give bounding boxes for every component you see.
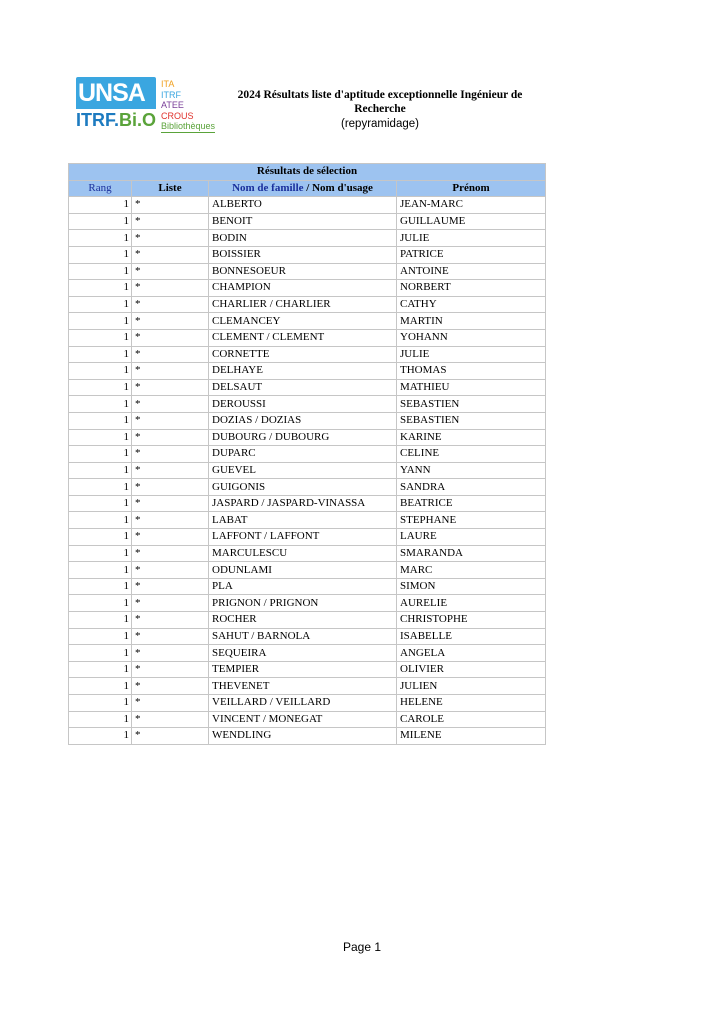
- prenom-cell: SIMON: [397, 578, 546, 595]
- rang-cell: 1: [69, 396, 132, 413]
- results-table: [68, 163, 546, 745]
- prenom-cell: LAURE: [397, 529, 546, 546]
- prenom-cell: SANDRA: [397, 479, 546, 496]
- table-row: [69, 628, 546, 645]
- table-row: [69, 512, 546, 529]
- nom-cell: BENOIT: [209, 213, 397, 230]
- nom-cell: ROCHER: [209, 612, 397, 629]
- prenom-cell: BEATRICE: [397, 495, 546, 512]
- nom-cell: CLEMENT / CLEMENT: [209, 329, 397, 346]
- table-row: [69, 578, 546, 595]
- unsa-itrf-bio-logo: [76, 77, 226, 135]
- table-row: [69, 346, 546, 363]
- rang-cell: 1: [69, 429, 132, 446]
- table-row: [69, 562, 546, 579]
- logo-section-item: Bibliothèques: [161, 121, 216, 131]
- table-row: [69, 429, 546, 446]
- rang-cell: 1: [69, 529, 132, 546]
- rang-cell: 1: [69, 462, 132, 479]
- nom-cell: DUPARC: [209, 446, 397, 463]
- liste-cell: *: [132, 578, 209, 595]
- prenom-cell: PATRICE: [397, 246, 546, 263]
- prenom-cell: SEBASTIEN: [397, 396, 546, 413]
- liste-cell: *: [132, 512, 209, 529]
- logo-badge: [76, 77, 156, 131]
- prenom-cell: MILENE: [397, 728, 546, 745]
- nom-cell: PRIGNON / PRIGNON: [209, 595, 397, 612]
- table-row: [69, 263, 546, 280]
- page-number: Page 1: [342, 940, 382, 954]
- nom-cell: CHARLIER / CHARLIER: [209, 296, 397, 313]
- table-row: [69, 230, 546, 247]
- table-row: [69, 529, 546, 546]
- table-row: [69, 612, 546, 629]
- document-subtitle: (repyramidage): [341, 118, 419, 130]
- prenom-cell: SMARANDA: [397, 545, 546, 562]
- rang-cell: 1: [69, 645, 132, 662]
- prenom-cell: MARTIN: [397, 313, 546, 330]
- liste-cell: *: [132, 213, 209, 230]
- nom-cell: DELSAUT: [209, 379, 397, 396]
- prenom-cell: ANGELA: [397, 645, 546, 662]
- rang-cell: 1: [69, 678, 132, 695]
- nom-cell: DEROUSSI: [209, 396, 397, 413]
- prenom-cell: JEAN-MARC: [397, 197, 546, 214]
- table-row: [69, 313, 546, 330]
- rang-cell: 1: [69, 612, 132, 629]
- table-row: [69, 678, 546, 695]
- liste-cell: *: [132, 446, 209, 463]
- rang-cell: 1: [69, 313, 132, 330]
- rang-cell: 1: [69, 479, 132, 496]
- liste-cell: *: [132, 628, 209, 645]
- liste-cell: *: [132, 612, 209, 629]
- logo-brand-top: UNSA: [78, 79, 145, 107]
- nom-cell: BODIN: [209, 230, 397, 247]
- rang-cell: 1: [69, 545, 132, 562]
- table-row: [69, 661, 546, 678]
- logo-brand-bottom: ITRF.Bi.O: [76, 110, 157, 130]
- liste-cell: *: [132, 396, 209, 413]
- nom-cell: SEQUEIRA: [209, 645, 397, 662]
- rang-cell: 1: [69, 661, 132, 678]
- prenom-cell: GUILLAUME: [397, 213, 546, 230]
- nom-cell: LABAT: [209, 512, 397, 529]
- rang-cell: 1: [69, 495, 132, 512]
- nom-cell: BONNESOEUR: [209, 263, 397, 280]
- prenom-cell: KARINE: [397, 429, 546, 446]
- prenom-cell: NORBERT: [397, 280, 546, 297]
- prenom-cell: STEPHANE: [397, 512, 546, 529]
- prenom-cell: SEBASTIEN: [397, 412, 546, 429]
- liste-cell: *: [132, 379, 209, 396]
- rang-cell: 1: [69, 695, 132, 712]
- logo-sections-list: [161, 79, 215, 133]
- liste-cell: *: [132, 429, 209, 446]
- liste-cell: *: [132, 296, 209, 313]
- liste-cell: *: [132, 529, 209, 546]
- nom-cell: VINCENT / MONEGAT: [209, 711, 397, 728]
- liste-cell: *: [132, 346, 209, 363]
- nom-cell: PLA: [209, 578, 397, 595]
- prenom-cell: CATHY: [397, 296, 546, 313]
- column-header-rang: Rang: [69, 180, 132, 197]
- rang-cell: 1: [69, 213, 132, 230]
- column-header-nom: [209, 180, 397, 197]
- table-row: [69, 379, 546, 396]
- liste-cell: *: [132, 313, 209, 330]
- nom-cell: MARCULESCU: [209, 545, 397, 562]
- liste-cell: *: [132, 645, 209, 662]
- rang-cell: 1: [69, 595, 132, 612]
- prenom-cell: AURELIE: [397, 595, 546, 612]
- column-header-nom-famille: Nom de famille: [232, 181, 304, 194]
- table-row: [69, 363, 546, 380]
- liste-cell: *: [132, 263, 209, 280]
- liste-cell: *: [132, 595, 209, 612]
- nom-cell: ALBERTO: [209, 197, 397, 214]
- table-row: [69, 446, 546, 463]
- prenom-cell: OLIVIER: [397, 661, 546, 678]
- liste-cell: *: [132, 711, 209, 728]
- nom-cell: BOISSIER: [209, 246, 397, 263]
- section-title: Résultats de sélection: [69, 164, 546, 181]
- prenom-cell: HELENE: [397, 695, 546, 712]
- rang-cell: 1: [69, 363, 132, 380]
- rang-cell: 1: [69, 246, 132, 263]
- liste-cell: *: [132, 363, 209, 380]
- nom-cell: JASPARD / JASPARD-VINASSA: [209, 495, 397, 512]
- table-row: [69, 296, 546, 313]
- prenom-cell: MARC: [397, 562, 546, 579]
- column-header-prenom: Prénom: [397, 180, 546, 197]
- nom-cell: GUIGONIS: [209, 479, 397, 496]
- liste-cell: *: [132, 728, 209, 745]
- liste-cell: *: [132, 230, 209, 247]
- rang-cell: 1: [69, 329, 132, 346]
- table-row: [69, 280, 546, 297]
- table-row: [69, 479, 546, 496]
- nom-cell: LAFFONT / LAFFONT: [209, 529, 397, 546]
- liste-cell: *: [132, 479, 209, 496]
- table-row: [69, 645, 546, 662]
- liste-cell: *: [132, 661, 209, 678]
- nom-cell: SAHUT / BARNOLA: [209, 628, 397, 645]
- prenom-cell: CELINE: [397, 446, 546, 463]
- document-header: [220, 88, 540, 132]
- prenom-cell: JULIEN: [397, 678, 546, 695]
- rang-cell: 1: [69, 197, 132, 214]
- liste-cell: *: [132, 678, 209, 695]
- liste-cell: *: [132, 495, 209, 512]
- liste-cell: *: [132, 280, 209, 297]
- rang-cell: 1: [69, 346, 132, 363]
- liste-cell: *: [132, 412, 209, 429]
- table-row: [69, 197, 546, 214]
- nom-cell: VEILLARD / VEILLARD: [209, 695, 397, 712]
- rang-cell: 1: [69, 512, 132, 529]
- table-row: [69, 329, 546, 346]
- nom-cell: DUBOURG / DUBOURG: [209, 429, 397, 446]
- logo-section-item: ATEE: [161, 100, 184, 110]
- nom-cell: GUEVEL: [209, 462, 397, 479]
- column-header-nom-usage: / Nom d'usage: [303, 181, 373, 194]
- nom-cell: CORNETTE: [209, 346, 397, 363]
- liste-cell: *: [132, 695, 209, 712]
- nom-cell: THEVENET: [209, 678, 397, 695]
- nom-cell: TEMPIER: [209, 661, 397, 678]
- prenom-cell: CAROLE: [397, 711, 546, 728]
- nom-cell: WENDLING: [209, 728, 397, 745]
- nom-cell: DOZIAS / DOZIAS: [209, 412, 397, 429]
- rang-cell: 1: [69, 562, 132, 579]
- table-row: [69, 213, 546, 230]
- prenom-cell: YOHANN: [397, 329, 546, 346]
- rang-cell: 1: [69, 628, 132, 645]
- table-row: [69, 695, 546, 712]
- prenom-cell: JULIE: [397, 346, 546, 363]
- table-row: [69, 711, 546, 728]
- logo-section-item: ITRF: [161, 89, 181, 100]
- nom-cell: CHAMPION: [209, 280, 397, 297]
- column-header-liste: Liste: [132, 180, 209, 197]
- table-row: [69, 545, 546, 562]
- liste-cell: *: [132, 246, 209, 263]
- table-row: [69, 246, 546, 263]
- rang-cell: 1: [69, 263, 132, 280]
- table-row: [69, 396, 546, 413]
- prenom-cell: ANTOINE: [397, 263, 546, 280]
- nom-cell: CLEMANCEY: [209, 313, 397, 330]
- rang-cell: 1: [69, 578, 132, 595]
- logo-section-item: CROUS: [161, 110, 194, 121]
- table-row: [69, 462, 546, 479]
- liste-cell: *: [132, 545, 209, 562]
- rang-cell: 1: [69, 296, 132, 313]
- liste-cell: *: [132, 197, 209, 214]
- rang-cell: 1: [69, 711, 132, 728]
- prenom-cell: THOMAS: [397, 363, 546, 380]
- nom-cell: ODUNLAMI: [209, 562, 397, 579]
- table-row: [69, 728, 546, 745]
- table-row: [69, 412, 546, 429]
- liste-cell: *: [132, 562, 209, 579]
- prenom-cell: JULIE: [397, 230, 546, 247]
- nom-cell: DELHAYE: [209, 363, 397, 380]
- prenom-cell: YANN: [397, 462, 546, 479]
- prenom-cell: CHRISTOPHE: [397, 612, 546, 629]
- rang-cell: 1: [69, 230, 132, 247]
- table-row: [69, 495, 546, 512]
- rang-cell: 1: [69, 728, 132, 745]
- prenom-cell: ISABELLE: [397, 628, 546, 645]
- results-table-body: [69, 197, 546, 745]
- logo-section-item: ITA: [161, 79, 175, 89]
- table-row: [69, 595, 546, 612]
- liste-cell: *: [132, 462, 209, 479]
- document-title: 2024 Résultats liste d'aptitude exceptionnelle Ingénieur de Recherche: [237, 89, 523, 115]
- rang-cell: 1: [69, 379, 132, 396]
- rang-cell: 1: [69, 280, 132, 297]
- rang-cell: 1: [69, 412, 132, 429]
- rang-cell: 1: [69, 446, 132, 463]
- liste-cell: *: [132, 329, 209, 346]
- prenom-cell: MATHIEU: [397, 379, 546, 396]
